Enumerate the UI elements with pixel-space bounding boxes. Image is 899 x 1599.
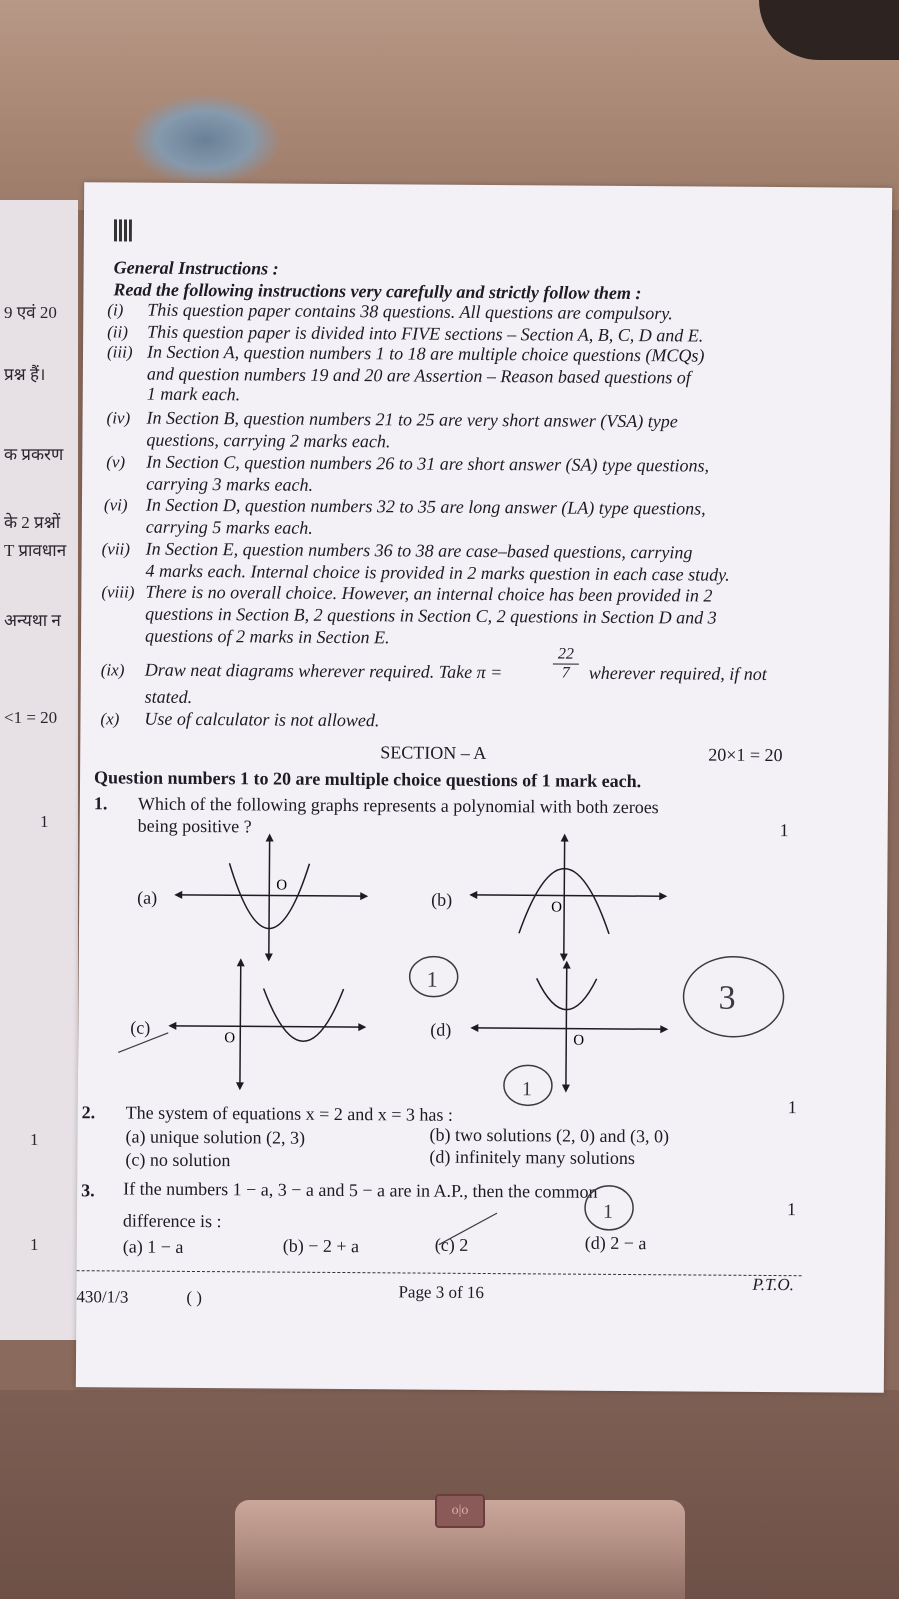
instruction-line: 1 mark each.	[146, 383, 241, 405]
pto-label: P.T.O.	[752, 1274, 795, 1295]
q3-option-d: (d) 2 − a	[584, 1232, 647, 1254]
left-page-text: 9 एवं 20	[4, 303, 57, 322]
q3-option-a: (a) 1 − a	[122, 1236, 184, 1257]
item-number: (iii)	[106, 342, 133, 362]
section-note: Question numbers 1 to 20 are multiple choice questions of 1 mark each.	[93, 767, 642, 792]
q1-option-d-label: (d)	[430, 1019, 452, 1040]
pi-denominator: 7	[561, 664, 570, 682]
left-page-text: 1	[40, 812, 49, 831]
instruction-line: and question numbers 19 and 20 are Assertion – Reason based questions of	[146, 363, 691, 388]
left-page-text: T प्रावधान	[4, 541, 67, 560]
origin-label: O	[573, 1032, 585, 1049]
origin-label: O	[224, 1030, 236, 1047]
annotation-3: 3	[718, 979, 736, 1017]
item-number: (iv)	[106, 408, 131, 428]
q1-option-b-label: (b)	[431, 889, 453, 910]
instruction-line: This question paper contains 38 questions. All questions are compulsory.	[147, 299, 673, 324]
annotation-1b: 1	[521, 1078, 532, 1101]
instruction-line: 4 marks each. Internal choice is provided in 2 marks question in each case study.	[145, 560, 730, 585]
instruction-line: carrying 3 marks each.	[146, 473, 314, 495]
instruction-line: In Section B, question numbers 21 to 25 are very short answer (VSA) type	[146, 407, 678, 432]
left-page-text: के 2 प्रश्नों	[4, 513, 61, 532]
instruction-line: There is no overall choice. However, an internal choice has been provided in 2	[145, 581, 713, 606]
q3-marks: 1	[786, 1199, 797, 1220]
q1-text-line1: Which of the following graphs represents a polynomial with both zeroes	[137, 793, 659, 818]
item-number: (ii)	[107, 322, 129, 342]
instruction-line: questions in Section B, 2 questions in Section C, 2 questions in Section D and 3	[145, 603, 717, 628]
left-page-text: अन्यथा न	[4, 611, 61, 630]
qr-code-icon	[114, 219, 132, 241]
pencil-annotations	[117, 942, 799, 1257]
q2-option-a: (a) unique solution (2, 3)	[125, 1126, 306, 1148]
item-number: (i)	[107, 300, 124, 320]
q1-number: 1.	[93, 793, 108, 814]
q3-text-line2: difference is :	[122, 1210, 222, 1232]
q1-marks: 1	[779, 820, 789, 841]
fabric-flower-pattern	[130, 95, 280, 185]
origin-label: O	[276, 877, 288, 894]
pi-fraction	[553, 645, 579, 682]
left-page-text: क प्रकरण	[4, 445, 64, 464]
q1-option-c-label: (c)	[130, 1017, 151, 1038]
q1-option-a-label: (a)	[137, 887, 158, 908]
q2-number: 2.	[81, 1102, 96, 1123]
item-number: (viii)	[101, 582, 135, 602]
item-number: (v)	[106, 452, 126, 472]
left-page-text: 1	[30, 1130, 39, 1149]
footer-paren: ( )	[186, 1287, 203, 1308]
clipboard-clip-tab: o|o	[435, 1494, 485, 1528]
instruction-line: This question paper is divided into FIVE sections – Section A, B, C, D and E.	[147, 321, 704, 346]
left-page-text: प्रश्न हैं।	[4, 365, 46, 384]
q1-text-line2: being positive ?	[137, 815, 252, 837]
pi-numerator: 22	[553, 645, 579, 664]
left-page-text: 1	[30, 1235, 39, 1254]
paper-code: 430/1/3	[76, 1287, 129, 1307]
instruction-line: stated.	[144, 686, 193, 707]
item-number: (vi)	[103, 495, 128, 515]
section-title: SECTION – A	[380, 742, 487, 764]
instruction-line: In Section A, question numbers 1 to 18 are multiple choice questions (MCQs)	[146, 341, 705, 366]
annotation-1c: 1	[602, 1200, 614, 1223]
item-number: (x)	[100, 709, 120, 729]
instruction-line: Draw neat diagrams wherever required. Take π =	[144, 659, 503, 683]
instruction-line: questions of 2 marks in Section E.	[144, 625, 390, 648]
item-number: (ix)	[100, 660, 125, 680]
footer-divider	[77, 1270, 802, 1276]
page-number: Page 3 of 16	[398, 1282, 485, 1303]
q3-number: 3.	[81, 1180, 95, 1201]
q2-option-c: (c) no solution	[125, 1149, 231, 1171]
instructions-heading: General Instructions :	[113, 257, 279, 279]
left-page-text: <1 = 20	[4, 708, 58, 727]
item-number: (vii)	[101, 539, 131, 559]
q3-text: If the numbers 1 − a, 3 − a and 5 − a are in A.P., then the common	[123, 1178, 598, 1202]
q2-text: The system of equations x = 2 and x = 3 has :	[125, 1102, 454, 1125]
q3-option-c: (c) 2	[434, 1234, 469, 1255]
instruction-line: In Section E, question numbers 36 to 38 are case–based questions, carrying	[145, 538, 693, 563]
question-paper-page	[76, 182, 892, 1393]
q3-option-b: (b) − 2 + a	[282, 1235, 360, 1257]
q2-option-b: (b) two solutions (2, 0) and (3, 0)	[429, 1124, 670, 1147]
previous-page-edge	[0, 200, 78, 1340]
instruction-line: Use of calculator is not allowed.	[144, 708, 380, 731]
instruction-line: wherever required, if not	[588, 662, 767, 684]
section-marks: 20×1 = 20	[708, 744, 783, 766]
instructions-intro: Read the following instructions very carefully and strictly follow them :	[113, 279, 642, 304]
instruction-line: In Section C, question numbers 26 to 31 are short answer (SA) type questions,	[146, 451, 710, 476]
q2-option-d: (d) infinitely many solutions	[429, 1146, 635, 1169]
instruction-line: carrying 5 marks each.	[145, 516, 313, 538]
background-top	[0, 0, 899, 210]
instruction-line: In Section D, question numbers 32 to 35 are long answer (LA) type questions,	[145, 494, 706, 519]
annotation-1: 1	[426, 966, 438, 992]
origin-label: O	[551, 899, 563, 916]
q2-marks: 1	[787, 1097, 797, 1118]
instruction-line: questions, carrying 2 marks each.	[146, 429, 391, 452]
